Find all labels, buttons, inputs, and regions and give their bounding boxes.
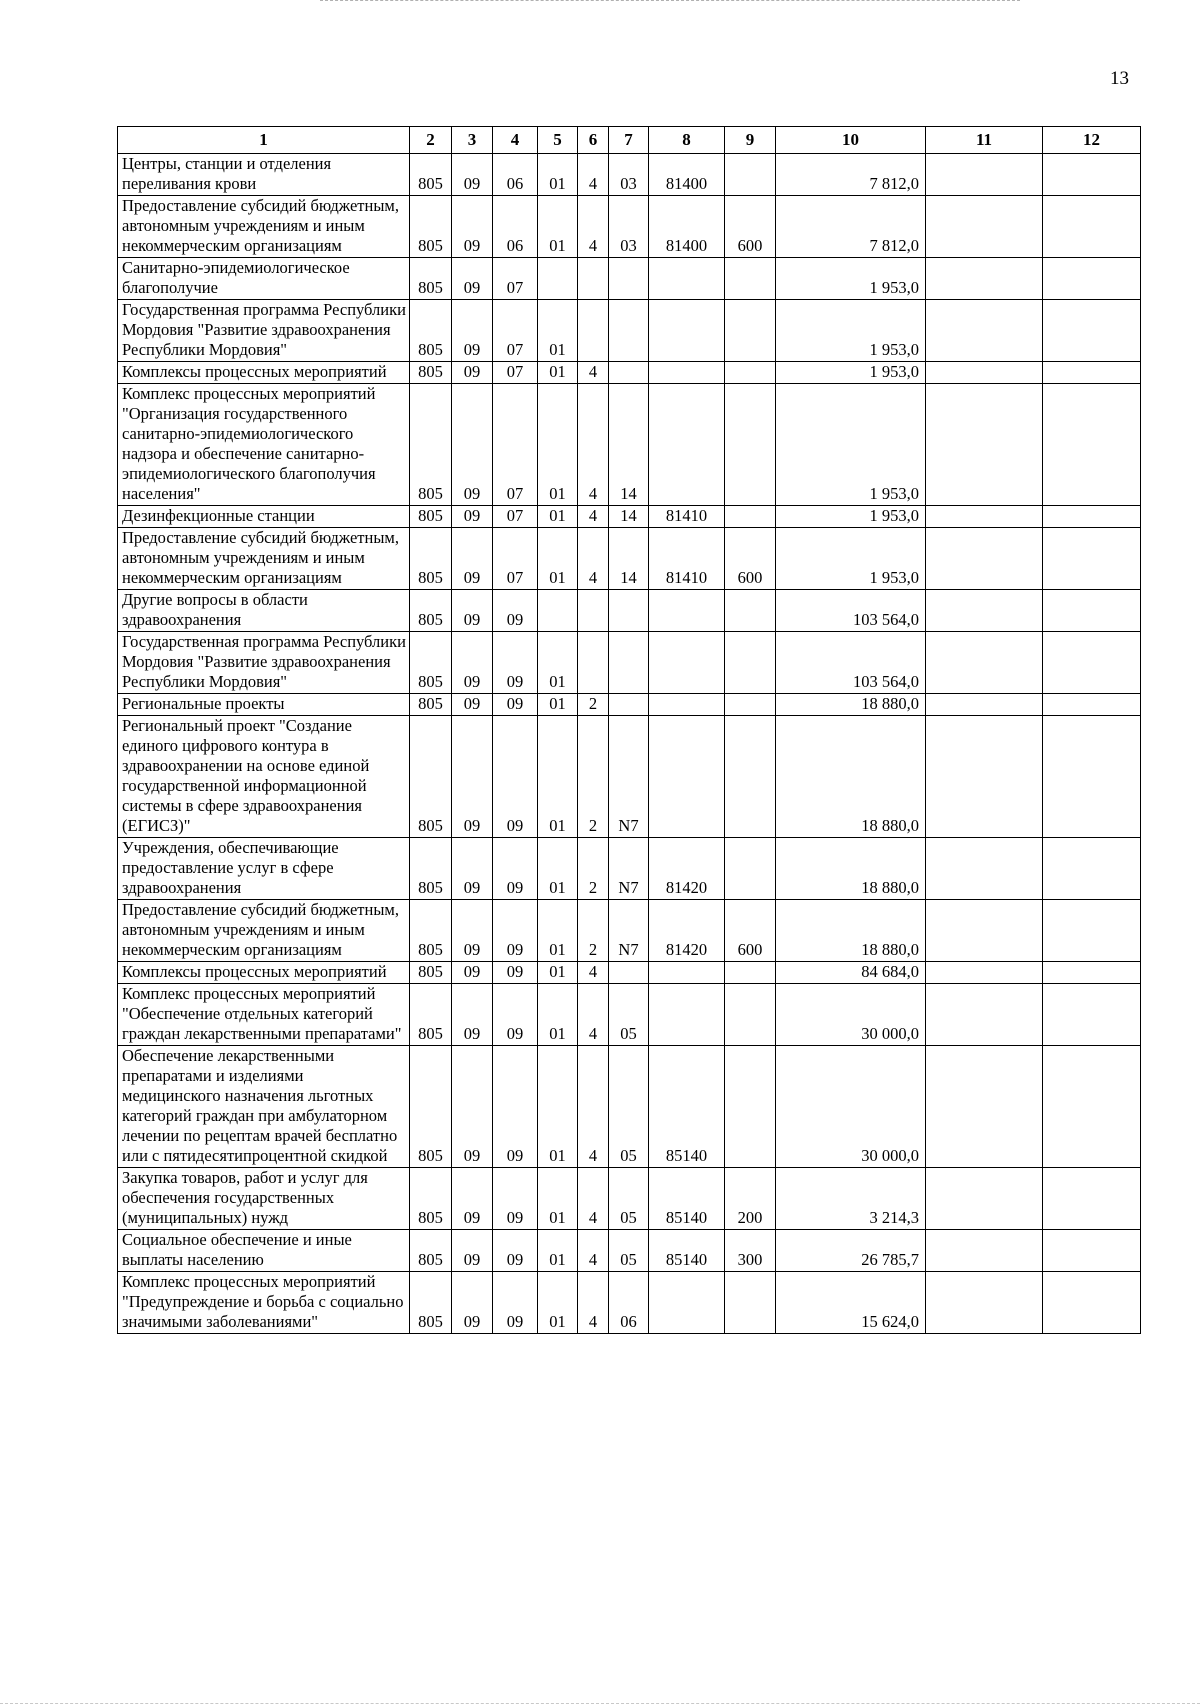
column-header-12: 12 [1043,127,1141,154]
column-11-cell [926,1046,1043,1168]
table-row [118,984,1141,1046]
program-code-cell: 01 [538,984,578,1046]
table-row [118,1230,1141,1272]
direction-code-cell: 85140 [649,1230,725,1272]
structural-element-code-cell: 14 [609,506,649,528]
program-code-cell [538,590,578,632]
structural-element-code-cell: 03 [609,154,649,196]
direction-code-cell [649,962,725,984]
ministry-code-cell: 805 [410,694,452,716]
section-code-cell: 09 [452,300,493,362]
item-name-cell: Предоставление субсидий бюджетным, автономным учреждениям и иным некоммерческим организациям [118,900,410,962]
column-11-cell [926,1168,1043,1230]
table-row [118,506,1141,528]
expense-type-code-cell [725,984,776,1046]
direction-code-cell [649,590,725,632]
expense-type-code-cell [725,300,776,362]
table-row [118,300,1141,362]
direction-code-cell [649,300,725,362]
structural-element-code-cell [609,362,649,384]
program-type-code-cell [578,300,609,362]
direction-code-cell [649,1272,725,1334]
column-header-4: 4 [493,127,538,154]
amount-cell: 84 684,0 [776,962,926,984]
column-11-cell [926,900,1043,962]
ministry-code-cell: 805 [410,590,452,632]
structural-element-code-cell [609,590,649,632]
amount-cell: 1 953,0 [776,528,926,590]
column-11-cell [926,362,1043,384]
structural-element-code-cell [609,962,649,984]
table-row [118,196,1141,258]
program-code-cell: 01 [538,716,578,838]
column-12-cell [1043,196,1141,258]
direction-code-cell [649,632,725,694]
column-12-cell [1043,300,1141,362]
structural-element-code-cell [609,258,649,300]
column-header-7: 7 [609,127,649,154]
program-type-code-cell: 2 [578,838,609,900]
expense-type-code-cell [725,962,776,984]
column-12-cell [1043,528,1141,590]
program-code-cell: 01 [538,1272,578,1334]
program-type-code-cell: 4 [578,362,609,384]
column-12-cell [1043,154,1141,196]
table-header [118,127,1141,154]
table-row [118,694,1141,716]
section-code-cell: 09 [452,1272,493,1334]
section-code-cell: 09 [452,154,493,196]
ministry-code-cell: 805 [410,962,452,984]
amount-cell: 18 880,0 [776,900,926,962]
expense-type-code-cell [725,258,776,300]
section-code-cell: 09 [452,258,493,300]
program-type-code-cell [578,590,609,632]
amount-cell: 103 564,0 [776,632,926,694]
expense-type-code-cell [725,154,776,196]
expense-type-code-cell: 600 [725,528,776,590]
subsection-code-cell: 09 [493,1230,538,1272]
amount-cell: 18 880,0 [776,716,926,838]
section-code-cell: 09 [452,1046,493,1168]
column-header-3: 3 [452,127,493,154]
item-name-cell: Комплексы процессных мероприятий [118,962,410,984]
item-name-cell: Комплекс процессных мероприятий "Обеспечение отдельных категорий граждан лекарственными препаратами" [118,984,410,1046]
table-row [118,632,1141,694]
expense-type-code-cell: 200 [725,1168,776,1230]
subsection-code-cell: 09 [493,590,538,632]
expense-type-code-cell [725,716,776,838]
amount-cell: 103 564,0 [776,590,926,632]
amount-cell: 30 000,0 [776,1046,926,1168]
amount-cell: 1 953,0 [776,258,926,300]
program-type-code-cell: 2 [578,900,609,962]
item-name-cell: Государственная программа Республики Мордовия "Развитие здравоохранения Республики Мордовия" [118,632,410,694]
subsection-code-cell: 07 [493,506,538,528]
column-header-10: 10 [776,127,926,154]
structural-element-code-cell: 14 [609,528,649,590]
column-12-cell [1043,716,1141,838]
column-12-cell [1043,506,1141,528]
direction-code-cell: 85140 [649,1168,725,1230]
program-code-cell: 01 [538,1168,578,1230]
structural-element-code-cell: 06 [609,1272,649,1334]
column-header-1: 1 [118,127,410,154]
subsection-code-cell: 07 [493,300,538,362]
item-name-cell: Предоставление субсидий бюджетным, автономным учреждениям и иным некоммерческим организациям [118,528,410,590]
direction-code-cell: 81400 [649,154,725,196]
program-code-cell: 01 [538,962,578,984]
table-row [118,154,1141,196]
expense-type-code-cell: 300 [725,1230,776,1272]
table-body [118,154,1141,1334]
program-code-cell: 01 [538,694,578,716]
item-name-cell: Комплекс процессных мероприятий "Предупреждение и борьба с социально значимыми заболеваниями" [118,1272,410,1334]
item-name-cell: Региональный проект "Создание единого цифрового контура в здравоохранении на основе единой государственной информационной системы в сфере здравоохранения (ЕГИСЗ)" [118,716,410,838]
program-code-cell: 01 [538,900,578,962]
structural-element-code-cell: 03 [609,196,649,258]
scan-top-edge [320,0,1020,2]
column-12-cell [1043,984,1141,1046]
ministry-code-cell: 805 [410,1272,452,1334]
item-name-cell: Региональные проекты [118,694,410,716]
direction-code-cell [649,716,725,838]
column-11-cell [926,1230,1043,1272]
program-type-code-cell [578,632,609,694]
program-code-cell [538,258,578,300]
page-number: 13 [1110,68,1129,89]
section-code-cell: 09 [452,1168,493,1230]
section-code-cell: 09 [452,590,493,632]
section-code-cell: 09 [452,196,493,258]
section-code-cell: 09 [452,838,493,900]
column-11-cell [926,196,1043,258]
program-type-code-cell: 4 [578,154,609,196]
amount-cell: 1 953,0 [776,384,926,506]
scan-bottom-edge [0,1703,1200,1705]
program-type-code-cell: 4 [578,1046,609,1168]
column-header-6: 6 [578,127,609,154]
subsection-code-cell: 09 [493,838,538,900]
table-row [118,362,1141,384]
amount-cell: 18 880,0 [776,694,926,716]
direction-code-cell: 81410 [649,528,725,590]
subsection-code-cell: 09 [493,962,538,984]
program-code-cell: 01 [538,196,578,258]
column-12-cell [1043,838,1141,900]
column-11-cell [926,590,1043,632]
item-name-cell: Государственная программа Республики Мордовия "Развитие здравоохранения Республики Мордовия" [118,300,410,362]
ministry-code-cell: 805 [410,528,452,590]
direction-code-cell: 81420 [649,900,725,962]
direction-code-cell: 81400 [649,196,725,258]
structural-element-code-cell: 05 [609,1230,649,1272]
ministry-code-cell: 805 [410,716,452,838]
program-code-cell: 01 [538,632,578,694]
table-row [118,1046,1141,1168]
item-name-cell: Обеспечение лекарственными препаратами и изделиями медицинского назначения льготных категорий граждан при амбулаторном лечении по рецептам врачей бесплатно или с пятидесятипроцентной скидкой [118,1046,410,1168]
table-row [118,1168,1141,1230]
amount-cell: 1 953,0 [776,300,926,362]
table-row [118,838,1141,900]
column-header-11: 11 [926,127,1043,154]
amount-cell: 15 624,0 [776,1272,926,1334]
section-code-cell: 09 [452,984,493,1046]
program-type-code-cell: 2 [578,716,609,838]
item-name-cell: Дезинфекционные станции [118,506,410,528]
program-type-code-cell: 4 [578,196,609,258]
column-11-cell [926,384,1043,506]
program-code-cell: 01 [538,528,578,590]
column-12-cell [1043,258,1141,300]
program-type-code-cell: 4 [578,528,609,590]
item-name-cell: Комплексы процессных мероприятий [118,362,410,384]
subsection-code-cell: 07 [493,258,538,300]
ministry-code-cell: 805 [410,838,452,900]
column-12-cell [1043,1046,1141,1168]
expense-type-code-cell: 600 [725,900,776,962]
ministry-code-cell: 805 [410,984,452,1046]
table-row [118,384,1141,506]
subsection-code-cell: 06 [493,154,538,196]
table-row [118,1272,1141,1334]
column-header-8: 8 [649,127,725,154]
item-name-cell: Другие вопросы в области здравоохранения [118,590,410,632]
program-type-code-cell: 4 [578,1168,609,1230]
expense-type-code-cell [725,1272,776,1334]
program-type-code-cell [578,258,609,300]
subsection-code-cell: 09 [493,900,538,962]
budget-table [117,126,1141,1334]
section-code-cell: 09 [452,1230,493,1272]
column-11-cell [926,300,1043,362]
amount-cell: 3 214,3 [776,1168,926,1230]
structural-element-code-cell: 05 [609,1168,649,1230]
structural-element-code-cell: N7 [609,838,649,900]
direction-code-cell: 81410 [649,506,725,528]
table-row [118,528,1141,590]
column-12-cell [1043,962,1141,984]
expense-type-code-cell [725,1046,776,1168]
section-code-cell: 09 [452,716,493,838]
subsection-code-cell: 07 [493,384,538,506]
direction-code-cell: 81420 [649,838,725,900]
column-11-cell [926,984,1043,1046]
section-code-cell: 09 [452,506,493,528]
column-12-cell [1043,590,1141,632]
structural-element-code-cell [609,300,649,362]
expense-type-code-cell [725,362,776,384]
table-row [118,900,1141,962]
section-code-cell: 09 [452,384,493,506]
amount-cell: 18 880,0 [776,838,926,900]
column-12-cell [1043,384,1141,506]
column-header-5: 5 [538,127,578,154]
subsection-code-cell: 06 [493,196,538,258]
program-code-cell: 01 [538,1230,578,1272]
program-code-cell: 01 [538,506,578,528]
table-row [118,716,1141,838]
ministry-code-cell: 805 [410,1230,452,1272]
amount-cell: 1 953,0 [776,506,926,528]
item-name-cell: Центры, станции и отделения переливания крови [118,154,410,196]
subsection-code-cell: 09 [493,1272,538,1334]
subsection-code-cell: 09 [493,1046,538,1168]
table-row [118,258,1141,300]
program-code-cell: 01 [538,838,578,900]
column-11-cell [926,258,1043,300]
column-12-cell [1043,362,1141,384]
table-row [118,962,1141,984]
program-code-cell: 01 [538,300,578,362]
structural-element-code-cell: 14 [609,384,649,506]
table-row [118,590,1141,632]
section-code-cell: 09 [452,962,493,984]
ministry-code-cell: 805 [410,154,452,196]
program-type-code-cell: 2 [578,694,609,716]
ministry-code-cell: 805 [410,196,452,258]
item-name-cell: Санитарно-эпидемиологическое благополучие [118,258,410,300]
ministry-code-cell: 805 [410,300,452,362]
structural-element-code-cell: N7 [609,900,649,962]
subsection-code-cell: 09 [493,632,538,694]
item-name-cell: Социальное обеспечение и иные выплаты населению [118,1230,410,1272]
program-code-cell: 01 [538,1046,578,1168]
column-11-cell [926,632,1043,694]
direction-code-cell: 85140 [649,1046,725,1168]
program-type-code-cell: 4 [578,506,609,528]
column-12-cell [1043,694,1141,716]
amount-cell: 1 953,0 [776,362,926,384]
column-header-2: 2 [410,127,452,154]
column-12-cell [1043,1230,1141,1272]
column-12-cell [1043,632,1141,694]
program-type-code-cell: 4 [578,962,609,984]
item-name-cell: Учреждения, обеспечивающие предоставление услуг в сфере здравоохранения [118,838,410,900]
amount-cell: 26 785,7 [776,1230,926,1272]
expense-type-code-cell [725,694,776,716]
program-code-cell: 01 [538,384,578,506]
direction-code-cell [649,384,725,506]
column-11-cell [926,506,1043,528]
direction-code-cell [649,984,725,1046]
structural-element-code-cell: 05 [609,1046,649,1168]
header-row [118,127,1141,154]
ministry-code-cell: 805 [410,632,452,694]
subsection-code-cell: 09 [493,694,538,716]
program-code-cell: 01 [538,362,578,384]
subsection-code-cell: 09 [493,716,538,838]
program-type-code-cell: 4 [578,384,609,506]
expense-type-code-cell [725,384,776,506]
item-name-cell: Закупка товаров, работ и услуг для обеспечения государственных (муниципальных) нужд [118,1168,410,1230]
expense-type-code-cell [725,506,776,528]
column-11-cell [926,694,1043,716]
column-11-cell [926,528,1043,590]
ministry-code-cell: 805 [410,506,452,528]
column-12-cell [1043,1272,1141,1334]
ministry-code-cell: 805 [410,900,452,962]
expense-type-code-cell [725,632,776,694]
expense-type-code-cell: 600 [725,196,776,258]
column-11-cell [926,838,1043,900]
amount-cell: 7 812,0 [776,196,926,258]
direction-code-cell [649,694,725,716]
section-code-cell: 09 [452,694,493,716]
ministry-code-cell: 805 [410,384,452,506]
subsection-code-cell: 09 [493,1168,538,1230]
program-type-code-cell: 4 [578,984,609,1046]
ministry-code-cell: 805 [410,1168,452,1230]
column-11-cell [926,1272,1043,1334]
item-name-cell: Комплекс процессных мероприятий "Организация государственного санитарно-эпидемиологического надзора и обеспечение санитарно-эпидемиологического благополучия населения" [118,384,410,506]
item-name-cell: Предоставление субсидий бюджетным, автономным учреждениям и иным некоммерческим организациям [118,196,410,258]
subsection-code-cell: 07 [493,362,538,384]
structural-element-code-cell: N7 [609,716,649,838]
expense-type-code-cell [725,590,776,632]
section-code-cell: 09 [452,528,493,590]
subsection-code-cell: 07 [493,528,538,590]
program-code-cell: 01 [538,154,578,196]
structural-element-code-cell [609,632,649,694]
direction-code-cell [649,362,725,384]
expense-type-code-cell [725,838,776,900]
subsection-code-cell: 09 [493,984,538,1046]
structural-element-code-cell: 05 [609,984,649,1046]
ministry-code-cell: 805 [410,1046,452,1168]
column-11-cell [926,716,1043,838]
section-code-cell: 09 [452,900,493,962]
structural-element-code-cell [609,694,649,716]
direction-code-cell [649,258,725,300]
program-type-code-cell: 4 [578,1272,609,1334]
column-11-cell [926,962,1043,984]
column-header-9: 9 [725,127,776,154]
column-12-cell [1043,1168,1141,1230]
section-code-cell: 09 [452,632,493,694]
column-11-cell [926,154,1043,196]
section-code-cell: 09 [452,362,493,384]
amount-cell: 30 000,0 [776,984,926,1046]
program-type-code-cell: 4 [578,1230,609,1272]
column-12-cell [1043,900,1141,962]
ministry-code-cell: 805 [410,362,452,384]
amount-cell: 7 812,0 [776,154,926,196]
ministry-code-cell: 805 [410,258,452,300]
